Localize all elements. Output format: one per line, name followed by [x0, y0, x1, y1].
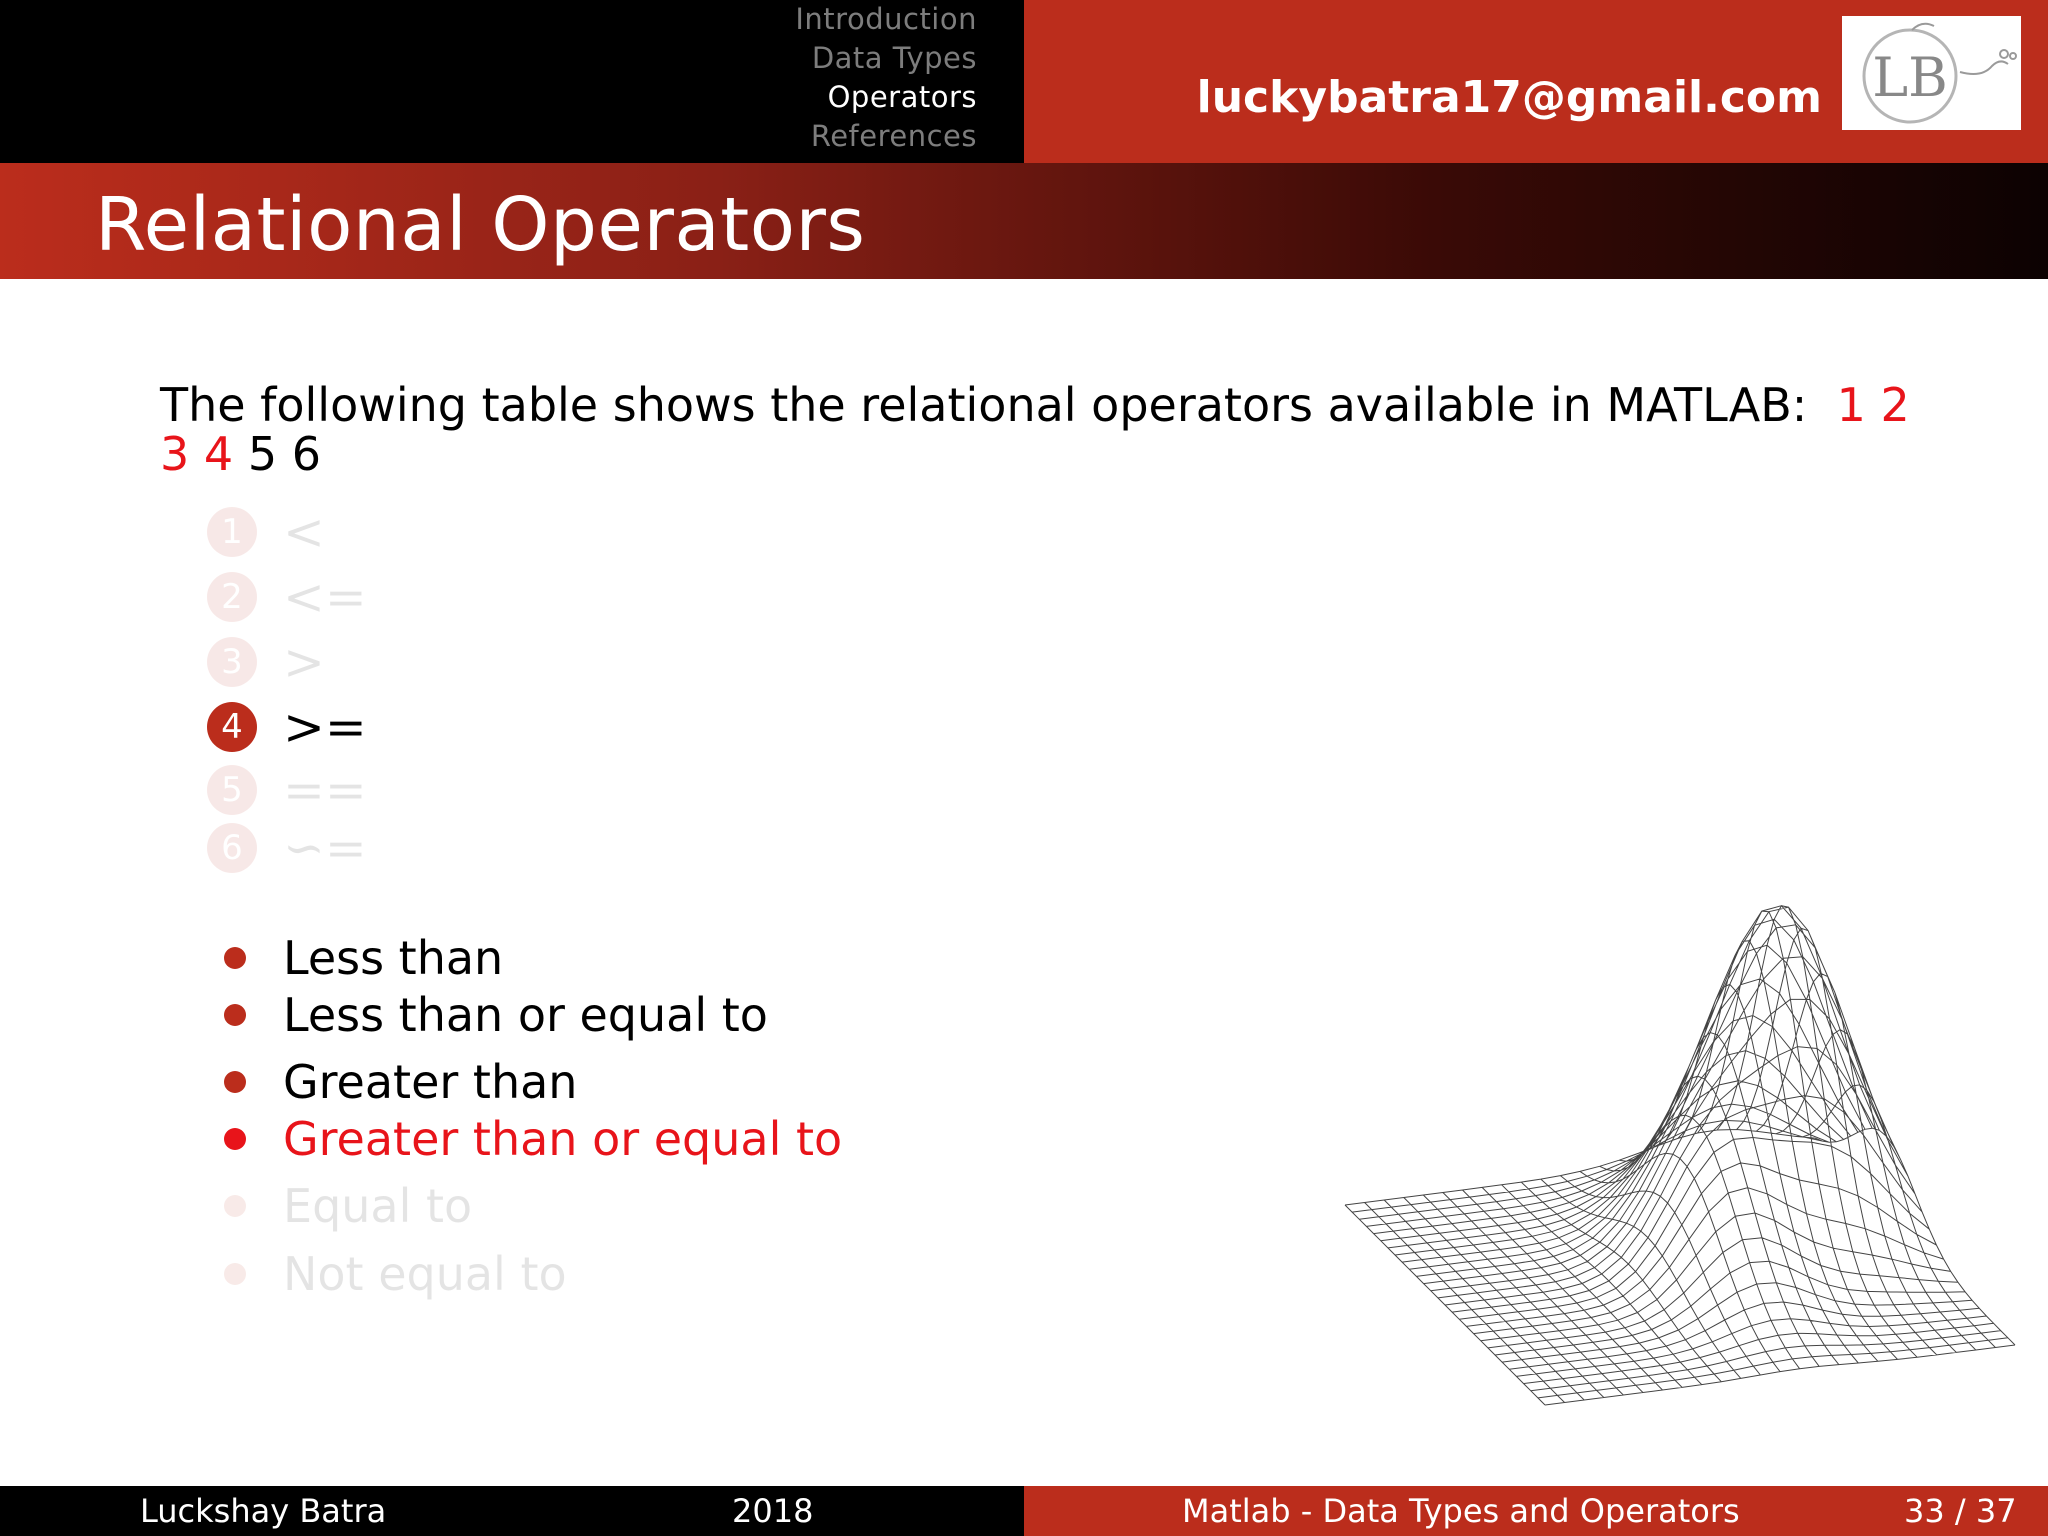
nav-item-introduction[interactable]: Introduction	[795, 2, 977, 36]
description-item	[224, 1054, 577, 1110]
description-text: Less than or equal to	[283, 988, 768, 1042]
operator-symbol: <	[283, 503, 325, 561]
footer-year: 2018	[732, 1492, 814, 1530]
operator-symbol: <=	[283, 568, 367, 626]
author-email: luckybatra17@gmail.com	[1196, 72, 1822, 123]
bullet-dot	[224, 1004, 246, 1026]
description-item	[224, 987, 768, 1043]
bullet-dot	[224, 947, 246, 969]
slide-title-bar	[0, 163, 2048, 279]
slide-title: Relational Operators	[95, 182, 866, 268]
overlay-link-2[interactable]: 2	[1880, 378, 1910, 432]
footer-left	[0, 1486, 1024, 1536]
description-text: Not equal to	[283, 1247, 567, 1301]
description-text: Greater than	[283, 1055, 578, 1109]
operator-symbol: ==	[283, 761, 367, 819]
operator-item	[207, 504, 325, 560]
page-separator: /	[1954, 1492, 1966, 1530]
footer-presentation-title: Matlab - Data Types and Operators	[1182, 1492, 1740, 1530]
overlay-link-1[interactable]: 1	[1836, 378, 1866, 432]
overlay-link-4[interactable]: 4	[203, 427, 234, 481]
operator-number-badge: 2	[207, 572, 257, 622]
overlay-link-6[interactable]: 6	[291, 427, 321, 481]
surface-mesh	[1345, 906, 2015, 1405]
bullet-dot	[224, 1128, 246, 1150]
bullet-dot	[224, 1195, 246, 1217]
lb-logo	[1842, 16, 2021, 130]
nav-item-data-types[interactable]: Data Types	[811, 41, 977, 75]
operator-number-badge: 3	[207, 637, 257, 687]
svg-text:LB: LB	[1872, 46, 1948, 109]
footer-page-number	[1904, 1486, 2017, 1536]
overlay-link-3[interactable]: 3	[160, 427, 190, 481]
bullet-dot	[224, 1071, 246, 1093]
section-nav	[795, 0, 977, 156]
operator-number-badge: 6	[207, 823, 257, 873]
operator-symbol: >	[283, 633, 325, 691]
description-text: Equal to	[283, 1179, 473, 1233]
description-item	[224, 1246, 567, 1302]
nav-item-operators[interactable]: Operators	[827, 80, 977, 114]
page-total: 37	[1975, 1492, 2017, 1530]
intro-text: The following table shows the relational operators available in MATLAB:	[160, 378, 1808, 432]
operator-item	[207, 569, 367, 625]
overlay-link-5[interactable]: 5	[247, 427, 278, 481]
operator-item-current	[207, 699, 367, 755]
bullet-dot	[224, 1263, 246, 1285]
operator-number-badge: 1	[207, 507, 257, 557]
page-current: 33	[1904, 1492, 1945, 1530]
operator-item	[207, 634, 325, 690]
matlab-surface-plot	[1330, 870, 2020, 1410]
operator-number-badge: 4	[207, 702, 257, 752]
operator-symbol: >=	[283, 698, 367, 756]
description-text: Less than	[283, 931, 504, 985]
description-item	[224, 1178, 472, 1234]
lb-logo-graphic	[1842, 16, 2021, 130]
intro-paragraph	[160, 378, 1920, 481]
header-nav-panel	[0, 0, 1024, 163]
description-item	[224, 930, 503, 986]
operator-symbol: ∽=	[283, 819, 367, 877]
operator-number-badge: 5	[207, 765, 257, 815]
description-item-current	[224, 1111, 842, 1167]
footer-author: Luckshay Batra	[140, 1492, 387, 1530]
nav-item-references[interactable]: References	[810, 119, 977, 153]
operator-item	[207, 762, 367, 818]
footer-right	[1024, 1486, 2048, 1536]
description-text: Greater than or equal to	[283, 1112, 843, 1166]
operator-item	[207, 820, 367, 876]
